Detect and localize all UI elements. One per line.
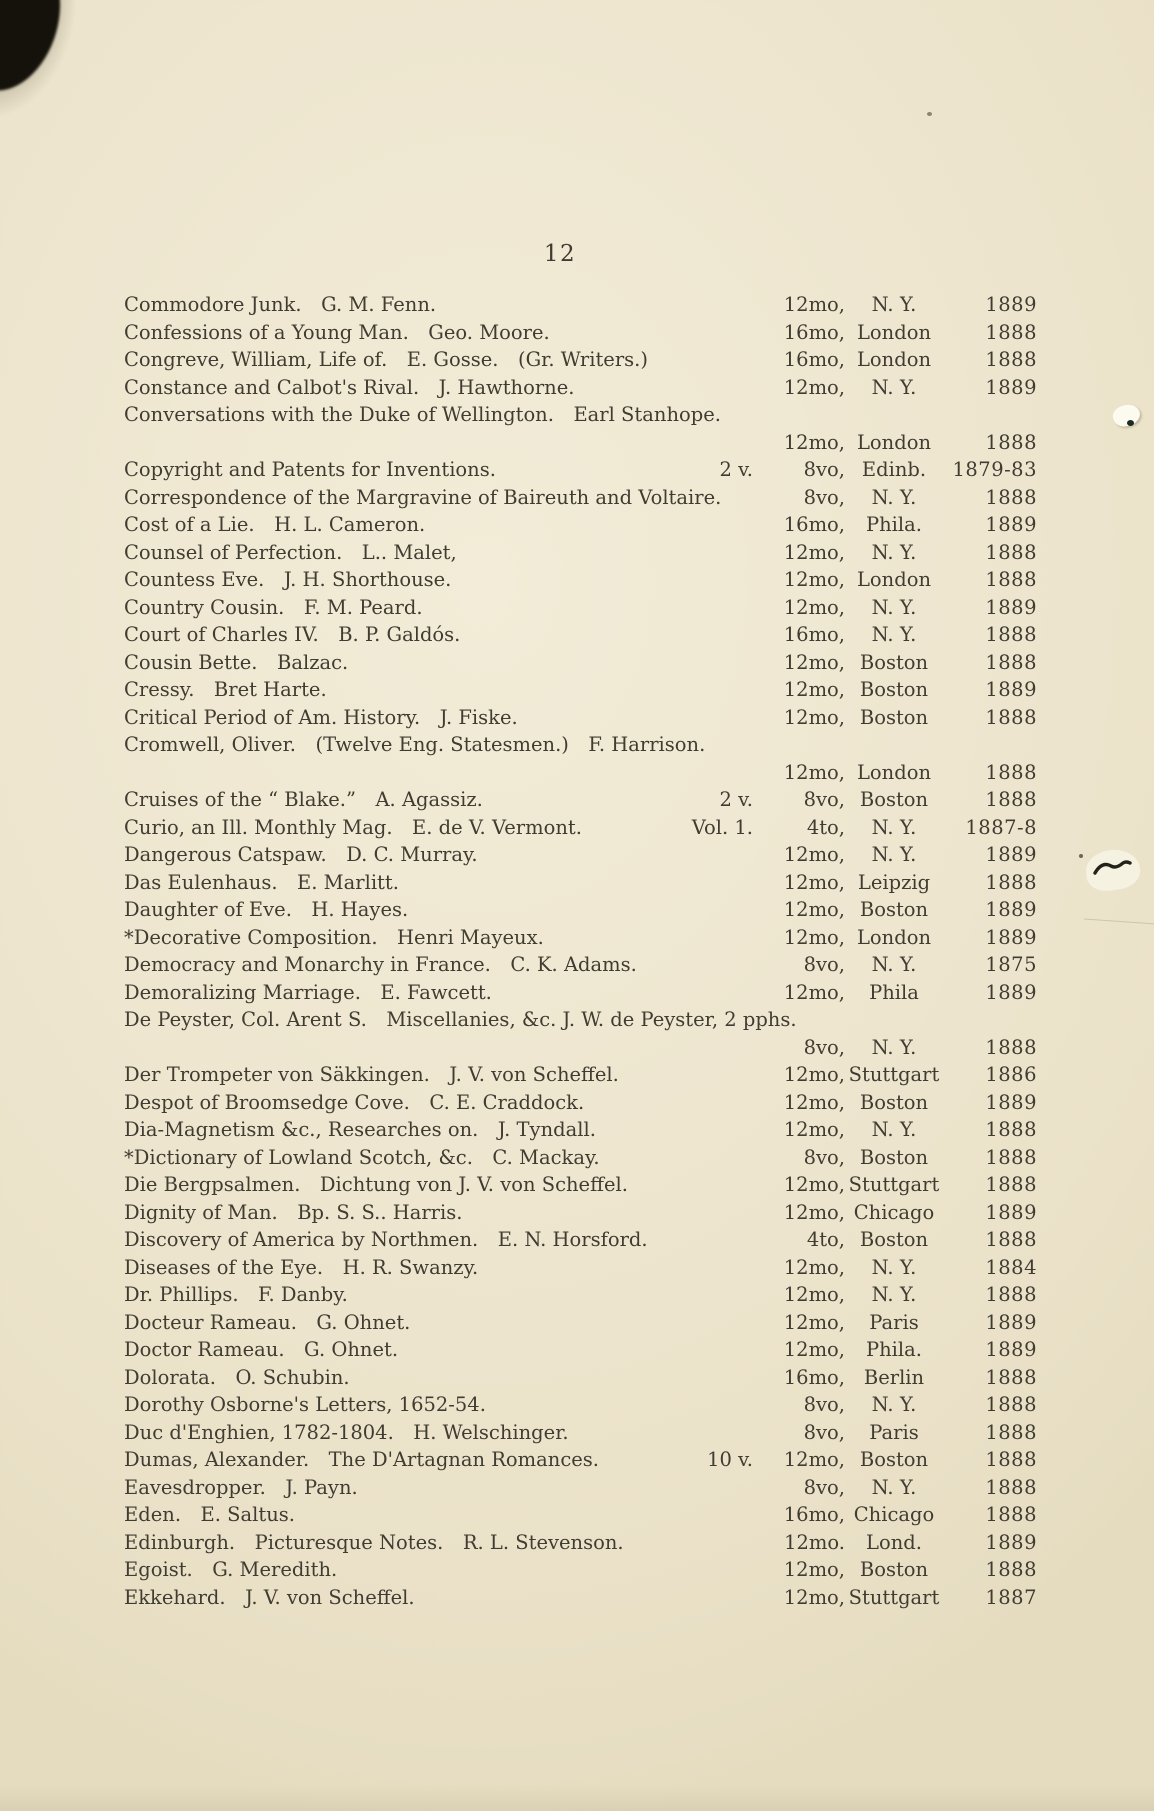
entry-title: Demoralizing Marriage. E. Fawcett. — [124, 980, 492, 1004]
entry-title: Counsel of Perfection. L.. Malet, — [124, 540, 457, 564]
entry-format: 8vo, — [803, 953, 845, 976]
catalog-entry-row — [124, 1364, 1037, 1392]
entry-place: N. Y. — [871, 953, 917, 976]
entry-format: 12mo, — [783, 568, 845, 591]
entry-place: Phila. — [866, 513, 922, 536]
entry-title: Democracy and Monarchy in France. C. K. Adams. — [124, 953, 637, 976]
entry-year: 1889 — [985, 678, 1037, 701]
entry-volume: 10 v. — [707, 1448, 753, 1471]
entry-year: 1888 — [985, 1283, 1037, 1306]
entry-title: Duc d'Enghien, 1782-1804. H. Welschinger. — [124, 1420, 569, 1444]
entry-year: 1889 — [985, 898, 1037, 921]
entry-format: 16mo, — [783, 1503, 845, 1526]
entry-title: Egoist. G. Meredith. — [124, 1558, 338, 1581]
entry-year: 1888 — [985, 320, 1037, 344]
entry-year: 1888 — [985, 1228, 1037, 1251]
entry-title: Edinburgh. Picturesque Notes. R. L. Stevenson. — [124, 1530, 624, 1554]
entry-year: 1888 — [985, 430, 1037, 454]
entry-title: Country Cousin. F. M. Peard. — [124, 595, 423, 619]
entry-format: 12mo, — [783, 430, 845, 454]
catalog-entry-row — [124, 786, 1037, 814]
entry-format: 12mo, — [783, 1558, 845, 1581]
entry-place: London — [856, 760, 932, 784]
entry-title: Eavesdropper. J. Payn. — [124, 1475, 358, 1499]
entry-format: 16mo, — [783, 348, 845, 371]
entry-title: Eden. E. Saltus. — [124, 1503, 295, 1526]
entry-year: 1889 — [985, 1530, 1037, 1554]
entry-title: Cromwell, Oliver. (Twelve Eng. Statesmen.) F. Harrison. — [124, 733, 706, 756]
entry-place: N. Y. — [871, 843, 917, 866]
entry-year: 1889 — [985, 925, 1037, 949]
catalog-entry-row — [124, 1006, 1037, 1034]
catalog-entry-row — [124, 621, 1037, 649]
entry-year: 1886 — [985, 1063, 1037, 1086]
entry-place: London — [856, 430, 932, 454]
catalog-entry-row — [124, 704, 1037, 732]
entry-place: N. Y. — [871, 1118, 917, 1141]
bottom-edge-shade — [0, 1785, 1154, 1811]
entry-place: Chicago — [853, 1200, 935, 1224]
entry-year: 1888 — [985, 623, 1037, 646]
entry-year: 1889 — [985, 375, 1037, 399]
entry-year: 1888 — [985, 1420, 1037, 1444]
entry-title: De Peyster, Col. Arent S. Miscellanies, &c. J. W. de Peyster, 2 pphs. — [124, 1008, 797, 1031]
entry-title: Despot of Broomsedge Cove. C. E. Craddock. — [124, 1090, 585, 1114]
entry-year: 1888 — [985, 1035, 1037, 1059]
catalog-entry-row — [124, 896, 1037, 924]
entry-title: Das Eulenhaus. E. Marlitt. — [124, 870, 399, 894]
entry-year: 1888 — [985, 1558, 1037, 1581]
catalog-entry-row — [124, 1309, 1037, 1337]
entry-format: 12mo, — [783, 1063, 845, 1086]
entry-year: 1884 — [985, 1255, 1037, 1279]
catalog-entry-row — [124, 1501, 1037, 1529]
entry-year: 1888 — [985, 540, 1037, 564]
entry-format: 12mo. — [784, 1530, 845, 1554]
entry-place: N. Y. — [871, 485, 917, 509]
entry-format: 12mo, — [783, 898, 845, 921]
entry-format: 12mo, — [783, 540, 845, 564]
entry-year: 1888 — [985, 1475, 1037, 1499]
entry-place: N. Y. — [871, 540, 917, 564]
entry-place: Stuttgart — [848, 1585, 940, 1609]
entry-title: Doctor Rameau. G. Ohnet. — [124, 1338, 399, 1361]
entry-place: Boston — [859, 650, 929, 674]
entry-format: 12mo, — [783, 1118, 845, 1141]
paper-flake-dot — [1127, 420, 1134, 426]
entry-title: *Decorative Composition. Henri Mayeux. — [124, 925, 544, 949]
entry-year: 1888 — [985, 348, 1037, 371]
catalog-entry-row — [124, 1419, 1037, 1447]
entry-volume: 2 v. — [719, 788, 753, 811]
entry-title: Confessions of a Young Man. Geo. Moore. — [124, 320, 550, 344]
entry-format: 8vo, — [803, 1475, 845, 1499]
entry-format: 12mo, — [783, 293, 845, 316]
catalog-entry-row — [124, 566, 1037, 594]
entry-format: 12mo, — [783, 1338, 845, 1361]
entry-title: Correspondence of the Margravine of Baireuth and Voltaire. — [124, 485, 722, 509]
entry-place: Stuttgart — [848, 1173, 940, 1196]
catalog-entry-row — [124, 539, 1037, 567]
entry-place: N. Y. — [871, 1475, 917, 1499]
entry-format: 8vo, — [803, 1035, 845, 1059]
entry-format: 16mo, — [783, 1365, 845, 1389]
catalog-entry-row — [124, 484, 1037, 512]
entry-place: Phila — [869, 980, 919, 1004]
catalog-entry-row — [124, 1254, 1037, 1282]
entry-title: Cousin Bette. Balzac. — [124, 650, 349, 674]
catalog-entry-row — [124, 1171, 1037, 1199]
entry-year: 1888 — [985, 1503, 1037, 1526]
catalog-entry-row — [124, 1529, 1037, 1557]
entry-title: Diseases of the Eye. H. R. Swanzy. — [124, 1255, 479, 1279]
catalog-entry-row — [124, 319, 1037, 347]
entry-year: 1888 — [985, 788, 1037, 811]
entry-format: 12mo, — [783, 705, 845, 729]
entry-format: 16mo, — [783, 513, 845, 536]
entry-format: 8vo, — [803, 1393, 845, 1416]
entry-year: 1888 — [985, 1448, 1037, 1471]
entry-format: 12mo, — [783, 1283, 845, 1306]
entry-place: Edinb. — [861, 458, 927, 481]
catalog-entry-row — [124, 649, 1037, 677]
entry-title: Critical Period of Am. History. J. Fiske. — [124, 705, 518, 729]
entry-title: Dumas, Alexander. The D'Artagnan Romances. — [124, 1448, 600, 1471]
entry-title: Cressy. Bret Harte. — [124, 678, 327, 701]
catalog-entry-row — [124, 1556, 1037, 1584]
entry-format: 8vo, — [803, 788, 845, 811]
catalog-entry-row — [124, 346, 1037, 374]
entry-format: 12mo, — [783, 1090, 845, 1114]
entry-format: 12mo, — [783, 650, 845, 674]
catalog-entry-row — [124, 1474, 1037, 1502]
catalog-entry-row — [124, 1391, 1037, 1419]
catalog-entry-row — [124, 1281, 1037, 1309]
entry-format: 12mo, — [783, 843, 845, 866]
entry-format: 12mo, — [783, 375, 845, 399]
entry-title: Dorothy Osborne's Letters, 1652-54. — [124, 1393, 486, 1416]
catalog-list — [124, 291, 1037, 1611]
catalog-entry-row — [124, 1336, 1037, 1364]
paper-crease — [1084, 918, 1154, 924]
entry-format: 12mo, — [783, 1200, 845, 1224]
entry-place: N. Y. — [871, 293, 917, 316]
entry-year: 1889 — [985, 1310, 1037, 1334]
catalog-entry-row — [124, 1034, 1037, 1062]
entry-title: Cruises of the “ Blake.” A. Agassiz. — [124, 788, 483, 811]
entry-title: Ekkehard. J. V. von Scheffel. — [124, 1585, 415, 1609]
entry-place: Boston — [859, 678, 929, 701]
entry-title: Conversations with the Duke of Wellington. Earl Stanhope. — [124, 403, 721, 426]
entry-format: 12mo, — [783, 1310, 845, 1334]
catalog-entry-row — [124, 759, 1037, 787]
entry-title: Dignity of Man. Bp. S. S.. Harris. — [124, 1200, 463, 1224]
entry-year: 1889 — [985, 1090, 1037, 1114]
entry-year: 1888 — [985, 1118, 1037, 1141]
entry-format: 12mo, — [783, 1173, 845, 1196]
catalog-entry-row — [124, 291, 1037, 319]
paper-flake — [1110, 401, 1143, 431]
entry-year: 1889 — [985, 980, 1037, 1004]
catalog-entry-row — [124, 731, 1037, 759]
catalog-entry-row — [124, 924, 1037, 952]
entry-year: 1887 — [985, 1585, 1037, 1609]
catalog-entry-row — [124, 1584, 1037, 1612]
entry-place: N. Y. — [871, 1283, 917, 1306]
entry-place: London — [856, 925, 932, 949]
entry-year: 1888 — [985, 485, 1037, 509]
entry-place: Berlin — [863, 1365, 925, 1389]
entry-year: 1888 — [985, 1173, 1037, 1196]
catalog-entry-row — [124, 814, 1037, 842]
entry-year: 1888 — [985, 1365, 1037, 1389]
catalog-entry-row — [124, 869, 1037, 897]
entry-place: N. Y. — [871, 623, 917, 646]
catalog-entry-row — [124, 511, 1037, 539]
entry-title: Curio, an Ill. Monthly Mag. E. de V. Vermont. — [124, 815, 582, 839]
entry-format: 12mo, — [783, 870, 845, 894]
entry-title: Dangerous Catspaw. D. C. Murray. — [124, 843, 478, 866]
entry-place: N. Y. — [871, 375, 917, 399]
entry-title: Discovery of America by Northmen. E. N. Horsford. — [124, 1228, 648, 1251]
entry-format: 12mo, — [783, 760, 845, 784]
entry-place: London — [856, 348, 932, 371]
entry-year: 1889 — [985, 1338, 1037, 1361]
catalog-entry-row — [124, 951, 1037, 979]
entry-place: London — [856, 568, 932, 591]
entry-place: N. Y. — [871, 1393, 917, 1416]
entry-year: 1888 — [985, 705, 1037, 729]
entry-title: Dr. Phillips. F. Danby. — [124, 1283, 348, 1306]
entry-format: 12mo, — [783, 1255, 845, 1279]
catalog-entry-row — [124, 841, 1037, 869]
entry-title: *Dictionary of Lowland Scotch, &c. C. Mackay. — [124, 1145, 600, 1169]
entry-place: Lond. — [866, 1530, 922, 1554]
entry-year: 1889 — [985, 293, 1037, 316]
entry-format: 12mo, — [783, 980, 845, 1004]
margin-speck — [1079, 854, 1083, 858]
entry-format: 4to, — [806, 1228, 845, 1251]
entry-volume: 2 v. — [719, 458, 753, 481]
entry-place: Leipzig — [857, 870, 931, 894]
entry-title: Die Bergpsalmen. Dichtung von J. V. von Scheffel. — [124, 1173, 628, 1196]
catalog-entry-row — [124, 979, 1037, 1007]
entry-title: Copyright and Patents for Inventions. — [124, 458, 496, 481]
entry-place: Paris — [869, 1420, 919, 1444]
catalog-entry-row — [124, 374, 1037, 402]
margin-speck-top — [927, 112, 932, 116]
entry-year: 1875 — [985, 953, 1037, 976]
catalog-entry-row — [124, 594, 1037, 622]
catalog-entry-row — [124, 429, 1037, 457]
catalog-entry-row — [124, 1199, 1037, 1227]
entry-place: Boston — [859, 1228, 929, 1251]
entry-place: N. Y. — [871, 815, 917, 839]
entry-place: N. Y. — [871, 595, 917, 619]
entry-place: N. Y. — [871, 1255, 917, 1279]
entry-format: 12mo, — [783, 1448, 845, 1471]
entry-title: Countess Eve. J. H. Shorthouse. — [124, 568, 452, 591]
entry-title: Cost of a Lie. H. L. Cameron. — [124, 513, 426, 536]
entry-place: London — [856, 320, 932, 344]
page-number: 12 — [543, 241, 577, 267]
entry-title: Court of Charles IV. B. P. Galdós. — [124, 623, 461, 646]
entry-year: 1889 — [985, 513, 1037, 536]
entry-title: Dolorata. O. Schubin. — [124, 1365, 350, 1389]
entry-year: 1889 — [985, 1200, 1037, 1224]
entry-year: 1888 — [985, 1145, 1037, 1169]
catalog-entry-row — [124, 1144, 1037, 1172]
catalog-entry-row — [124, 1446, 1037, 1474]
entry-year: 1888 — [985, 760, 1037, 784]
entry-place: Boston — [859, 1448, 929, 1471]
catalog-entry-row — [124, 1226, 1037, 1254]
entry-format: 12mo, — [783, 925, 845, 949]
entry-title: Daughter of Eve. H. Hayes. — [124, 898, 409, 921]
entry-format: 12mo, — [783, 678, 845, 701]
catalog-entry-row — [124, 1089, 1037, 1117]
entry-title: Congreve, William, Life of. E. Gosse. (Gr. Writers.) — [124, 348, 648, 371]
entry-place: Boston — [859, 898, 929, 921]
entry-year: 1889 — [985, 595, 1037, 619]
entry-format: 8vo, — [803, 458, 845, 481]
entry-year: 1888 — [985, 568, 1037, 591]
entry-year: 1889 — [985, 843, 1037, 866]
entry-format: 8vo, — [803, 1420, 845, 1444]
entry-title: Der Trompeter von Säkkingen. J. V. von Scheffel. — [124, 1063, 619, 1086]
entry-format: 8vo, — [803, 1145, 845, 1169]
entry-place: Boston — [859, 705, 929, 729]
entry-year: 1887-8 — [965, 815, 1037, 839]
entry-place: Phila. — [866, 1338, 922, 1361]
entry-year: 1888 — [985, 650, 1037, 674]
entry-title: Constance and Calbot's Rival. J. Hawthorne. — [124, 375, 575, 399]
entry-place: Boston — [859, 1558, 929, 1581]
entry-format: 16mo, — [783, 623, 845, 646]
entry-format: 4to, — [806, 815, 845, 839]
entry-title: Docteur Rameau. G. Ohnet. — [124, 1310, 411, 1334]
entry-place: Boston — [859, 1090, 929, 1114]
entry-place: Paris — [869, 1310, 919, 1334]
catalog-entry-row — [124, 456, 1037, 484]
entry-place: N. Y. — [871, 1035, 917, 1059]
entry-format: 16mo, — [783, 320, 845, 344]
entry-title: Dia-Magnetism &c., Researches on. J. Tyndall. — [124, 1118, 596, 1141]
entry-year: 1879-83 — [952, 458, 1037, 481]
entry-format: 8vo, — [803, 485, 845, 509]
catalog-entry-row — [124, 676, 1037, 704]
entry-format: 12mo, — [783, 1585, 845, 1609]
entry-place: Chicago — [853, 1503, 935, 1526]
entry-format: 12mo, — [783, 595, 845, 619]
entry-place: Boston — [859, 1145, 929, 1169]
catalog-entry-row — [124, 1116, 1037, 1144]
entry-year: 1888 — [985, 1393, 1037, 1416]
entry-year: 1888 — [985, 870, 1037, 894]
entry-volume: Vol. 1. — [691, 815, 753, 839]
ink-smudge — [1092, 856, 1134, 880]
entry-place: Boston — [859, 788, 929, 811]
entry-title: Commodore Junk. G. M. Fenn. — [124, 293, 437, 316]
catalog-entry-row — [124, 401, 1037, 429]
entry-place: Stuttgart — [848, 1063, 940, 1086]
catalog-entry-row — [124, 1061, 1037, 1089]
